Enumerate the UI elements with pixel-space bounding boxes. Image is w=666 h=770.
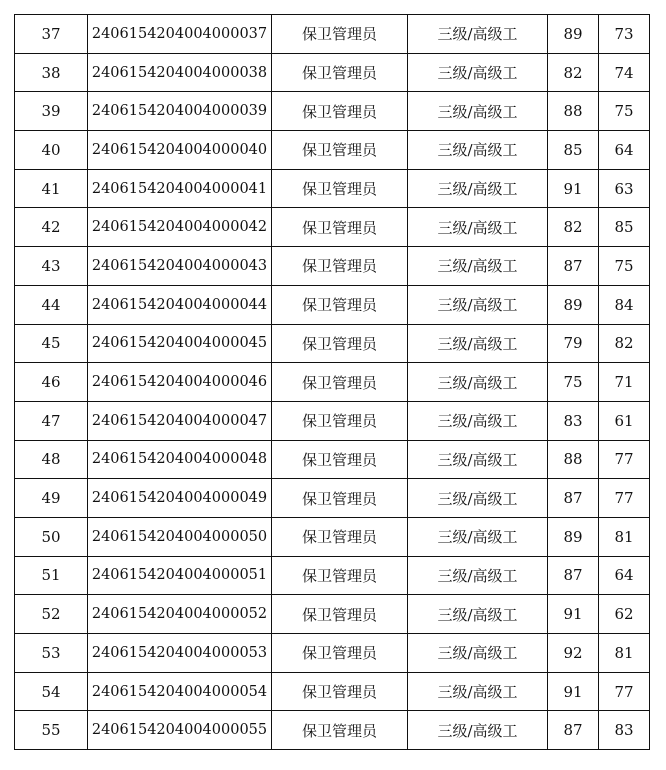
table-row: [15, 247, 650, 286]
occupation-cell: 保卫管理员: [272, 15, 408, 54]
score-a-cell: 82: [548, 53, 599, 92]
table-row: [15, 634, 650, 673]
level-cell: 三级/高级工: [408, 285, 548, 324]
row-number-cell: 37: [15, 15, 88, 54]
row-number-cell: 54: [15, 672, 88, 711]
score-a-cell: 91: [548, 595, 599, 634]
row-number-cell: 38: [15, 53, 88, 92]
occupation-cell: 保卫管理员: [272, 517, 408, 556]
score-a-cell: 83: [548, 401, 599, 440]
score-a-cell: 91: [548, 672, 599, 711]
level-cell: 三级/高级工: [408, 672, 548, 711]
occupation-cell: 保卫管理员: [272, 556, 408, 595]
level-cell: 三级/高级工: [408, 131, 548, 170]
score-a-cell: 89: [548, 15, 599, 54]
occupation-cell: 保卫管理员: [272, 92, 408, 131]
level-cell: 三级/高级工: [408, 595, 548, 634]
occupation-cell: 保卫管理员: [272, 401, 408, 440]
table-row: [15, 595, 650, 634]
score-b-cell: 64: [599, 131, 650, 170]
occupation-cell: 保卫管理员: [272, 53, 408, 92]
certificate-id-cell: 2406154204004000043: [88, 247, 272, 286]
occupation-cell: 保卫管理员: [272, 285, 408, 324]
occupation-cell: 保卫管理员: [272, 711, 408, 750]
certificate-id-cell: 2406154204004000048: [88, 440, 272, 479]
score-b-cell: 82: [599, 324, 650, 363]
score-b-cell: 63: [599, 169, 650, 208]
certificate-id-cell: 2406154204004000045: [88, 324, 272, 363]
score-b-cell: 83: [599, 711, 650, 750]
level-cell: 三级/高级工: [408, 440, 548, 479]
score-a-cell: 91: [548, 169, 599, 208]
certificate-id-cell: 2406154204004000041: [88, 169, 272, 208]
level-cell: 三级/高级工: [408, 363, 548, 402]
score-a-cell: 88: [548, 92, 599, 131]
occupation-cell: 保卫管理员: [272, 324, 408, 363]
row-number-cell: 48: [15, 440, 88, 479]
score-a-cell: 88: [548, 440, 599, 479]
certificate-id-cell: 2406154204004000042: [88, 208, 272, 247]
row-number-cell: 39: [15, 92, 88, 131]
table-row: [15, 169, 650, 208]
row-number-cell: 42: [15, 208, 88, 247]
occupation-cell: 保卫管理员: [272, 363, 408, 402]
row-number-cell: 45: [15, 324, 88, 363]
table-row: [15, 479, 650, 518]
occupation-cell: 保卫管理员: [272, 208, 408, 247]
level-cell: 三级/高级工: [408, 711, 548, 750]
score-a-cell: 85: [548, 131, 599, 170]
level-cell: 三级/高级工: [408, 401, 548, 440]
score-a-cell: 87: [548, 711, 599, 750]
row-number-cell: 55: [15, 711, 88, 750]
table-row: [15, 711, 650, 750]
certificate-id-cell: 2406154204004000037: [88, 15, 272, 54]
row-number-cell: 50: [15, 517, 88, 556]
level-cell: 三级/高级工: [408, 15, 548, 54]
table-row: [15, 440, 650, 479]
score-a-cell: 75: [548, 363, 599, 402]
score-b-cell: 85: [599, 208, 650, 247]
level-cell: 三级/高级工: [408, 247, 548, 286]
score-b-cell: 75: [599, 247, 650, 286]
level-cell: 三级/高级工: [408, 53, 548, 92]
score-b-cell: 61: [599, 401, 650, 440]
score-b-cell: 81: [599, 634, 650, 673]
row-number-cell: 41: [15, 169, 88, 208]
occupation-cell: 保卫管理员: [272, 479, 408, 518]
score-b-cell: 81: [599, 517, 650, 556]
occupation-cell: 保卫管理员: [272, 440, 408, 479]
table-row: [15, 517, 650, 556]
row-number-cell: 51: [15, 556, 88, 595]
row-number-cell: 53: [15, 634, 88, 673]
occupation-cell: 保卫管理员: [272, 131, 408, 170]
certificate-id-cell: 2406154204004000046: [88, 363, 272, 402]
score-a-cell: 82: [548, 208, 599, 247]
table-row: [15, 208, 650, 247]
row-number-cell: 49: [15, 479, 88, 518]
level-cell: 三级/高级工: [408, 479, 548, 518]
row-number-cell: 47: [15, 401, 88, 440]
score-b-cell: 77: [599, 479, 650, 518]
certificate-id-cell: 2406154204004000038: [88, 53, 272, 92]
table-row: [15, 53, 650, 92]
table-row: [15, 324, 650, 363]
row-number-cell: 52: [15, 595, 88, 634]
certificate-id-cell: 2406154204004000052: [88, 595, 272, 634]
score-a-cell: 87: [548, 556, 599, 595]
table-row: [15, 401, 650, 440]
score-a-cell: 89: [548, 517, 599, 556]
level-cell: 三级/高级工: [408, 634, 548, 673]
certificate-id-cell: 2406154204004000054: [88, 672, 272, 711]
certificate-id-cell: 2406154204004000053: [88, 634, 272, 673]
occupation-cell: 保卫管理员: [272, 672, 408, 711]
table-row: [15, 672, 650, 711]
score-a-cell: 92: [548, 634, 599, 673]
score-table-body: [15, 15, 650, 750]
level-cell: 三级/高级工: [408, 517, 548, 556]
level-cell: 三级/高级工: [408, 208, 548, 247]
table-row: [15, 15, 650, 54]
row-number-cell: 46: [15, 363, 88, 402]
score-b-cell: 84: [599, 285, 650, 324]
score-b-cell: 77: [599, 440, 650, 479]
certificate-id-cell: 2406154204004000039: [88, 92, 272, 131]
score-table: [14, 14, 650, 750]
level-cell: 三级/高级工: [408, 92, 548, 131]
score-b-cell: 77: [599, 672, 650, 711]
score-a-cell: 89: [548, 285, 599, 324]
level-cell: 三级/高级工: [408, 169, 548, 208]
score-b-cell: 73: [599, 15, 650, 54]
score-b-cell: 71: [599, 363, 650, 402]
certificate-id-cell: 2406154204004000044: [88, 285, 272, 324]
table-row: [15, 92, 650, 131]
certificate-id-cell: 2406154204004000040: [88, 131, 272, 170]
table-row: [15, 363, 650, 402]
row-number-cell: 44: [15, 285, 88, 324]
score-a-cell: 87: [548, 479, 599, 518]
score-b-cell: 64: [599, 556, 650, 595]
certificate-id-cell: 2406154204004000047: [88, 401, 272, 440]
occupation-cell: 保卫管理员: [272, 634, 408, 673]
score-a-cell: 87: [548, 247, 599, 286]
table-row: [15, 131, 650, 170]
occupation-cell: 保卫管理员: [272, 247, 408, 286]
table-row: [15, 556, 650, 595]
row-number-cell: 40: [15, 131, 88, 170]
certificate-id-cell: 2406154204004000050: [88, 517, 272, 556]
occupation-cell: 保卫管理员: [272, 595, 408, 634]
certificate-id-cell: 2406154204004000049: [88, 479, 272, 518]
certificate-id-cell: 2406154204004000055: [88, 711, 272, 750]
row-number-cell: 43: [15, 247, 88, 286]
score-a-cell: 79: [548, 324, 599, 363]
score-b-cell: 75: [599, 92, 650, 131]
table-row: [15, 285, 650, 324]
level-cell: 三级/高级工: [408, 324, 548, 363]
occupation-cell: 保卫管理员: [272, 169, 408, 208]
score-b-cell: 62: [599, 595, 650, 634]
certificate-id-cell: 2406154204004000051: [88, 556, 272, 595]
level-cell: 三级/高级工: [408, 556, 548, 595]
score-b-cell: 74: [599, 53, 650, 92]
